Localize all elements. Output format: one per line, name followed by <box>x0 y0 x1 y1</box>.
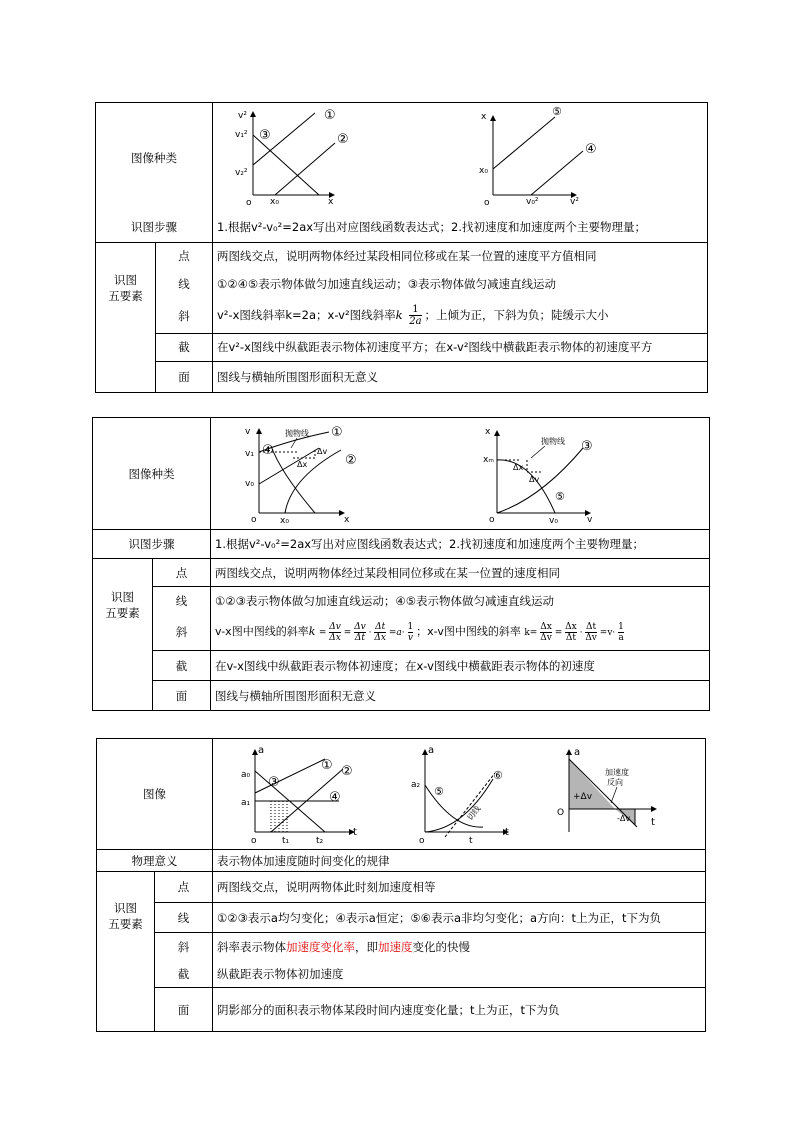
x-tick: x₀ <box>280 516 289 526</box>
f3-den: Δx <box>374 632 386 643</box>
five-label-spacer <box>93 681 153 711</box>
pointer <box>531 446 545 458</box>
f3-num: Δt <box>375 621 386 632</box>
line-4 <box>531 151 583 195</box>
type-label <box>93 418 211 530</box>
y-tick-low: v₀ <box>245 479 254 489</box>
graph-cell <box>213 103 708 213</box>
fraction <box>409 304 421 327</box>
graph-x-v2 <box>479 105 597 208</box>
five-elements-label <box>97 872 155 961</box>
steps-text: 1.根据v²-v₀²=2ax写出对应图线函数表达式；2.找初速度和加速度两个主要物理量； <box>211 530 710 559</box>
y-arrow <box>250 111 256 117</box>
label-5: ⑤ <box>552 105 562 118</box>
row-label: 面 <box>156 361 213 392</box>
origin: o <box>419 836 425 846</box>
x-tick: v₀ <box>549 516 558 526</box>
five-label-spacer <box>97 988 155 1032</box>
f2-den: Δt <box>354 632 366 643</box>
steps-label-text: 识图步骤 <box>128 537 175 551</box>
y-tick-top: v₁² <box>235 130 248 140</box>
label-3: ③ <box>259 128 271 143</box>
y-arrow <box>494 430 500 436</box>
type-label-text: 图像种类 <box>131 150 177 165</box>
plus-dv: +Δv <box>573 792 593 802</box>
y-label: a <box>428 745 435 756</box>
five-label-1: 识图 <box>114 272 137 287</box>
row-label: 点 <box>155 872 213 903</box>
row-text: 图线与横轴所围图形面积无意义 <box>213 361 708 392</box>
g2-den: Δt <box>565 632 576 643</box>
row-text-slope <box>213 933 706 961</box>
label-4: ④ <box>585 142 597 157</box>
tick: t <box>469 836 473 846</box>
row-label: 截 <box>153 651 211 681</box>
row-text: ①②③表示物体做匀加速直线运动；④⑤表示物体做匀减速直线运动 <box>211 587 710 615</box>
label-3: ③ <box>581 439 593 454</box>
type-label <box>96 103 213 213</box>
dx-label: Δx <box>513 463 524 472</box>
x-tick: v₀² <box>526 197 539 207</box>
five-label-spacer <box>97 961 155 988</box>
type-label <box>97 739 213 850</box>
curve-parabola <box>285 450 341 513</box>
label-4: ④ <box>262 443 274 458</box>
slope-text-a: v-x图中图线的斜率 <box>215 624 309 638</box>
row-text: 两图线交点，说明两物体经过某段相同位移或在某一位置的速度平方值相同 <box>213 242 708 269</box>
f2-num: Δv <box>354 621 366 632</box>
row-label: 线 <box>153 587 211 615</box>
x-label: t <box>505 827 509 838</box>
label-6: ⑥ <box>493 769 503 782</box>
line-2 <box>275 143 335 195</box>
type-label-text: 图像 <box>143 787 166 801</box>
k2: k= <box>524 627 538 638</box>
origin: o <box>251 515 257 525</box>
eq-v: =v· <box>599 627 616 638</box>
row-text-slope: v-x图中图线的斜率k = $\frac{\Delta v}{\Delta x}$ = $\frac{\Delta v}{\Delta t}$ · $\frac{\Delta t}{\Delta x}$ =a· $\frac{1}{v}$ ；x-v图中图线的斜率 k= $\frac{\Delta x}{\Delta v}$ = $\frac{\Delta x}{\Delta t}$ · $\frac{\Delta t}{\Delta v}$ =v· $\frac{1}{a}$ <box>211 615 710 651</box>
y-tick-low: a₁ <box>241 798 251 808</box>
five-label-1: 识图 <box>111 589 134 604</box>
note-2: 反向 <box>607 778 623 787</box>
label-1: ① <box>321 758 333 773</box>
label-4: ④ <box>329 790 341 805</box>
five-label-spacer <box>96 361 156 392</box>
origin: o <box>246 198 252 208</box>
five-elements-label <box>93 559 153 651</box>
label-2: ② <box>341 764 353 779</box>
y-arrow <box>490 115 496 121</box>
y-tick: a₂ <box>411 780 421 790</box>
origin: o <box>489 515 495 525</box>
curve-3 <box>497 448 583 513</box>
steps-label-text: 识图步骤 <box>131 219 177 234</box>
graph-v-x <box>245 425 357 526</box>
graph-a-t-1 <box>241 745 357 846</box>
steps-label <box>93 530 211 559</box>
g1-num: Δx <box>540 621 552 632</box>
row-text: 两图线交点，说明两物体此时刻加速度相等 <box>213 872 706 903</box>
parabola-label: 抛物线 <box>285 429 309 438</box>
curve-5 <box>497 460 555 513</box>
y-arrow <box>566 749 572 755</box>
x-label: t <box>651 817 655 828</box>
y-label: x <box>481 112 487 122</box>
mid-a: a <box>396 627 402 638</box>
g3-num: Δt <box>586 621 597 632</box>
y-tick-top: a₀ <box>241 770 251 780</box>
five-label-spacer <box>96 333 156 361</box>
row-label: 截 <box>156 333 213 361</box>
row-label: 线 <box>156 269 213 299</box>
graph-cell <box>211 418 710 530</box>
label-5: ⑤ <box>555 490 565 503</box>
slope-text-b: 变化的快慢 <box>412 939 470 954</box>
label-1: ① <box>324 108 336 123</box>
five-label-spacer <box>93 651 153 681</box>
x-label: t <box>353 827 357 838</box>
minus-dv: -Δv <box>617 814 631 823</box>
slope-red-2: 加速度 <box>378 939 413 954</box>
t1: t₁ <box>282 836 290 846</box>
delta-tri <box>527 460 541 472</box>
row-text: 图线与横轴所围图形面积无意义 <box>211 681 710 711</box>
five-label-2: 五要素 <box>108 288 143 303</box>
row-text: ①②④⑤表示物体做匀加速直线运动；③表示物体做匀减速直线运动 <box>213 269 708 299</box>
row-label: 点 <box>156 242 213 269</box>
dx-label: Δx <box>297 460 308 469</box>
graph-a-t-2 <box>411 745 509 846</box>
g3-den: Δv <box>585 632 597 643</box>
g4-num: 1 <box>618 621 624 632</box>
y-label: v <box>245 427 251 437</box>
y-tick-top: v₁ <box>245 449 254 459</box>
slope-text-mid: ，即 <box>355 939 378 954</box>
frac-den: 2a <box>409 316 422 328</box>
meaning-label <box>97 850 213 872</box>
y-label: a <box>258 745 265 756</box>
origin: O <box>557 808 565 818</box>
row-label: 点 <box>153 559 211 587</box>
pointer <box>611 787 617 803</box>
table-v-x <box>92 417 710 711</box>
x-arrow <box>651 806 657 812</box>
row-label: 斜 <box>156 299 213 333</box>
five-label-2: 五要素 <box>108 917 143 932</box>
steps-label <box>96 212 213 242</box>
f4-den: v <box>407 632 413 643</box>
meaning-text: 表示物体加速度随时间变化的规律 <box>213 850 706 872</box>
graph-x-v <box>483 427 593 526</box>
graphs-2 <box>211 418 710 526</box>
note-1: 加速度 <box>605 768 629 777</box>
graphs-3 <box>213 739 706 846</box>
g2-num: Δx <box>565 621 577 632</box>
type-label-text: 图像种类 <box>128 466 175 481</box>
label-2: ② <box>337 132 349 147</box>
f1-den: Δx <box>329 632 341 643</box>
graphs-1 <box>213 103 708 209</box>
tangent-line <box>445 773 495 837</box>
y-label: a <box>574 747 581 758</box>
line-1 <box>255 759 325 793</box>
table-v2-x <box>95 102 708 393</box>
five-label-2: 五要素 <box>105 605 140 620</box>
slope-text-b: ；上倾为正，下斜为负；陡缓示大小 <box>424 308 609 323</box>
parabola-label: 抛物线 <box>541 437 565 446</box>
y-arrow <box>256 428 262 434</box>
dv-label: Δv <box>317 447 328 456</box>
five-elements-label <box>96 242 156 333</box>
graph-v2-x <box>235 108 349 208</box>
x-label: x <box>328 197 334 207</box>
origin: o <box>251 836 257 846</box>
origin: o <box>484 198 490 208</box>
f4-num: 1 <box>407 621 414 632</box>
y-label: v² <box>238 111 247 121</box>
x-label: v² <box>570 197 579 207</box>
label-1: ① <box>331 425 343 440</box>
y-tick: x₀ <box>479 166 488 176</box>
x-tick: x₀ <box>270 197 279 207</box>
y-tick-low: v₂² <box>235 168 248 178</box>
line-5 <box>493 117 555 169</box>
row-label: 面 <box>155 988 213 1032</box>
five-label-1: 识图 <box>114 901 137 916</box>
row-text: 纵截距表示物体初加速度 <box>213 961 706 988</box>
label-2: ② <box>345 453 357 468</box>
row-label: 面 <box>153 681 211 711</box>
graph-cell <box>213 739 706 850</box>
row-text-slope <box>213 299 708 333</box>
row-text: 在v-x图线中纵截距表示物体初速度；在x-v图线中横截距表示物体的初速度 <box>211 651 710 681</box>
slope-k: k <box>308 624 316 638</box>
y-tick: xₘ <box>483 455 494 465</box>
slope-k: k <box>395 308 403 323</box>
curve-4 <box>271 446 315 513</box>
slope-text-a: 斜率表示物体 <box>217 939 286 954</box>
row-label: 斜 <box>153 615 211 651</box>
row-text: 在v²-x图线中纵截距表示物体初速度平方；在x-v²图线中横截距表示物体的初速度平方 <box>213 333 708 361</box>
meaning-label-text: 物理意义 <box>131 853 178 868</box>
row-label: 斜 <box>155 933 213 961</box>
tangent-label: 切线 <box>465 804 483 823</box>
table-a-t <box>96 738 706 1032</box>
t2: t₂ <box>316 836 324 846</box>
x-label: v <box>587 515 593 525</box>
graph-a-t-3 <box>557 747 657 832</box>
f1-num: Δv <box>329 621 341 632</box>
steps-text: 1.根据v²-v₀²=2ax写出对应图线函数表达式；2.找初速度和加速度两个主要物理量； <box>213 212 708 242</box>
row-text: 两图线交点，说明两物体经过某段相同位移或在某一位置的速度相同 <box>211 559 710 587</box>
row-label: 截 <box>155 961 213 988</box>
frac-num: 1 <box>409 304 421 316</box>
slope-text-a: v²-x图线斜率k=2a；x-v²图线斜率 <box>217 308 396 323</box>
y-label: x <box>485 427 491 437</box>
pointer <box>291 438 297 448</box>
label-3: ③ <box>268 775 280 790</box>
x-label: x <box>344 515 350 525</box>
label-5: ⑤ <box>434 785 444 798</box>
slope-red-1: 加速度变化率 <box>286 939 355 954</box>
g4-den: a <box>618 632 624 643</box>
slope-text-b: ；x-v图中图线的斜率 <box>416 624 521 638</box>
row-label: 线 <box>155 903 213 933</box>
row-text: 阴影部分的面积表示物体某段时间内速度变化量；t上为正，t下为负 <box>213 988 706 1032</box>
row-text: ①②③表示a均匀变化；④表示a恒定；⑤⑥表示a非均匀变化；a方向：t上为正，t下为负 <box>213 903 706 933</box>
g1-den: Δv <box>540 632 552 643</box>
dv-label: Δv <box>529 475 540 484</box>
